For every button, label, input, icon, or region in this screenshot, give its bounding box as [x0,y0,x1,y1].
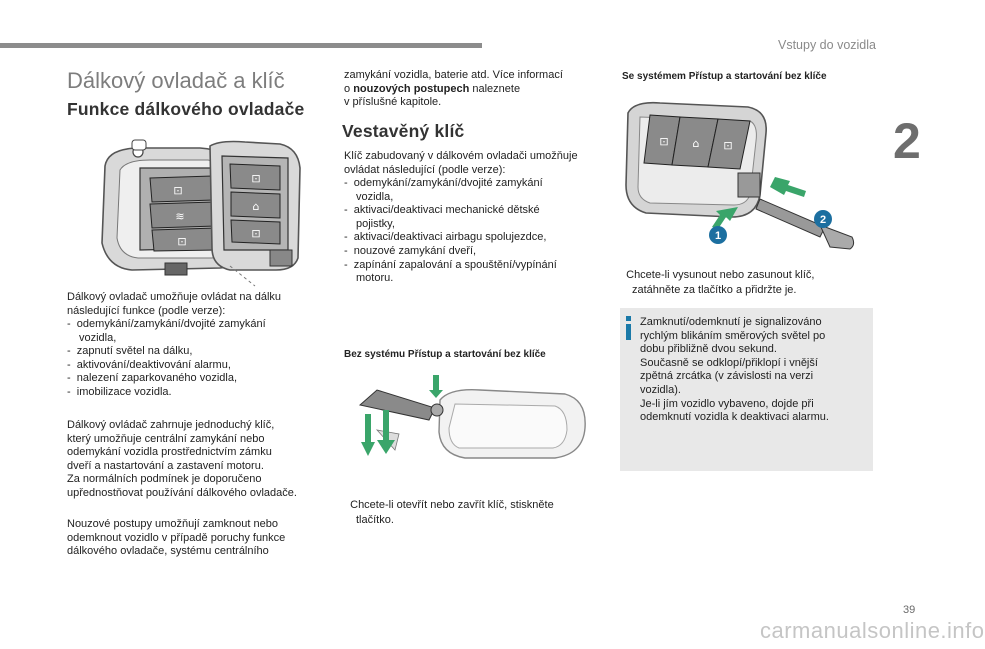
text-line: odemykání vozidla prostřednictvím zámku [67,446,272,459]
chapter-number: 2 [893,113,921,169]
chapter-title: Vstupy do vozidla [778,38,876,52]
text-line: rychlým blikáním směrových světel po [640,329,826,342]
watermark: carmanualsonline.info [760,618,985,643]
list-item: aktivování/deaktivování alarmu, [76,358,231,371]
list-dash: - [67,372,71,385]
list-item-continuation: motoru. [356,272,394,285]
svg-text:⊡: ⊡ [251,172,261,185]
svg-text:⌂: ⌂ [252,200,260,213]
remote-functions-list [67,318,266,400]
text-line: Dálkový ovládač zahrnuje jednoduchý klíč, [67,419,275,431]
text-fragment: naleznete [469,82,521,95]
list-item-continuation: vozidla, [79,331,117,344]
section-heading-integrated-key: Vestavěný klíč [342,121,465,141]
page-number: 39 [903,604,916,616]
svg-text:⊡: ⊡ [173,184,183,197]
list-dash: - [344,177,348,189]
keyless-remote-icon [626,103,766,217]
text-line: upřednostňovat používání dálkového ovladače. [67,486,297,499]
label-with-keyless: Se systémem Přístup a startování bez klíče [622,71,827,82]
list-item: aktivaci/deaktivaci airbagu spolujezdce, [353,231,547,244]
text-line: dálkového ovladače, systému centrálního [67,545,269,558]
flip-key-instruction [344,499,554,527]
text-line: Dálkový ovladač umožňuje ovládat na dálku [67,291,282,303]
list-dash: - [344,244,348,257]
header-rule [0,43,482,48]
integrated-key-paragraph [344,150,578,177]
keyless-key-illustration [620,95,870,265]
unfolded-remote-icon [210,142,300,287]
list-item: zapínání zapalování a spouštění/vypínání [353,258,557,271]
text-line: v příslušné kapitole. [344,96,442,109]
text-line: dobu přibližně dvou sekund. [640,343,777,356]
list-item-continuation: pojistky, [356,217,395,230]
text-line: odemknout vozidlo v případě poruchy funkce [67,531,286,544]
list-item: odemykání/zamykání/dvojité zamykání [76,318,266,330]
list-item: aktivaci/deaktivaci mechanické dětské [353,204,540,217]
list-dash: - [67,385,71,398]
page-title: Dálkový ovladač a klíč [67,68,285,93]
text-line: Za normálních podmínek je doporučeno [67,473,262,486]
emergency-procedures-reference: nouzových postupech [353,82,470,95]
flip-key-blade-icon [360,390,435,450]
list-dash: - [67,345,71,358]
info-icon [625,316,632,340]
integrated-key-list [344,177,557,286]
text-line: Klíč zabudovaný v dálkovém ovladači umožňuje [344,150,578,162]
emergency-paragraph [67,518,285,559]
keyless-instruction [620,269,814,297]
text-line: Zamknutí/odemknutí je signalizováno [640,316,822,328]
svg-text:⊡: ⊡ [723,139,733,152]
list-item: imobilizace vozidla. [76,385,172,398]
flip-key-body-icon [431,390,585,458]
text-line: Současně se odklopí/přiklopí i vnější [640,356,818,369]
list-item: zapnutí světel na dálku, [76,345,193,358]
text-line: Chcete-li otevřít nebo zavřít klíč, stiskněte [350,499,554,511]
remote-key-paragraph [67,419,297,501]
list-dash: - [67,318,71,330]
text-line: zpětná zrcátka (v závislosti na verzi [640,370,814,383]
key-blade-icon [756,199,854,249]
svg-text:⊡: ⊡ [251,227,261,240]
svg-text:⌂: ⌂ [692,137,700,150]
list-item: odemykání/zamykání/dvojité zamykání [353,177,543,189]
remote-key-illustration [80,138,325,288]
list-item: nalezení zaparkovaného vozidla, [76,372,238,385]
list-item-continuation: vozidla, [356,190,394,203]
text-line: vozidla). [640,383,681,396]
list-dash: - [67,358,71,371]
text-line: zamykání vozidla, baterie atd. Více informací [344,69,563,81]
text-line: tlačítko. [356,513,394,526]
text-line: dveří a nastartování a zastavení motoru. [67,459,264,472]
svg-text:⊡: ⊡ [659,135,669,148]
text-line: zatáhněte za tlačítko a přidržte je. [632,283,797,296]
svg-text:⊡: ⊡ [177,235,187,248]
section-heading-remote-functions: Funkce dálkového ovladače [67,99,305,119]
text-line: Nouzové postupy umožňují zamknout nebo [67,518,278,530]
svg-text:≋: ≋ [175,210,185,223]
callout-2: 2 [819,214,827,226]
label-without-keyless: Bez systému Přístup a startování bez klíče [344,349,546,360]
list-dash: - [344,231,348,244]
list-dash: - [344,258,348,271]
flip-key-illustration [355,370,595,470]
list-dash: - [344,204,348,217]
info-text [640,316,829,425]
text-line: ovládat následující (podle verze): [344,163,506,176]
text-line: Je-li jím vozidlo vybaveno, dojde při [640,397,814,410]
text-line: který umožňuje centrální zamykání nebo [67,432,265,445]
list-item: nouzové zamykání dveří, [353,244,477,257]
callout-1: 1 [714,230,722,242]
text-line: Chcete-li vysunout nebo zasunout klíč, [626,269,815,281]
text-line: odemknutí vozidla k deaktivaci alarmu. [640,411,829,424]
text-fragment: o [344,82,354,95]
remote-intro-paragraph [67,291,281,318]
emergency-paragraph-continued [344,69,563,110]
text-line: následující funkce (podle verze): [67,304,226,317]
